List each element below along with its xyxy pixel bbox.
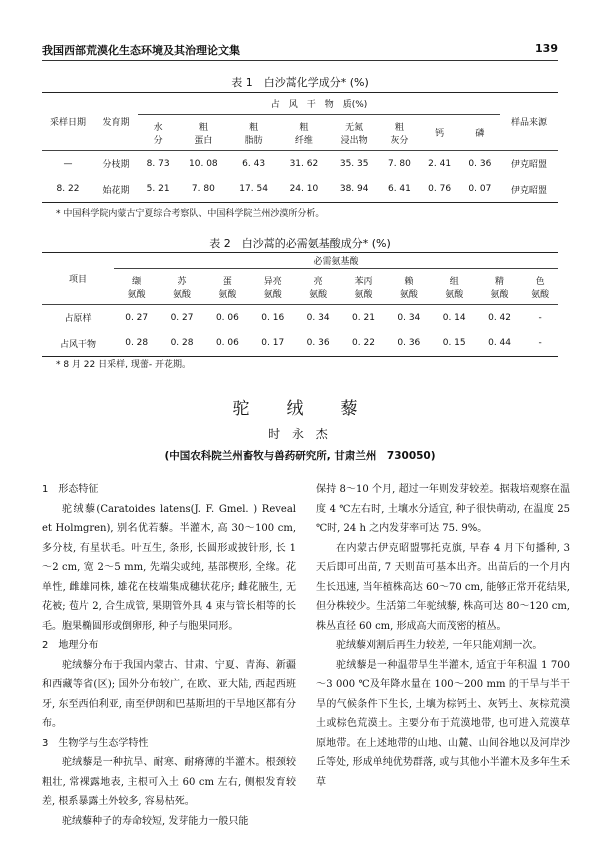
table2-header-item: 项目: [42, 253, 114, 305]
table1-footnote: * 中国科学院内蒙古宁夏综合考察队、中国科学院兰州沙漠所分析。: [56, 209, 325, 219]
table1-header-stage: 发育期: [94, 93, 138, 151]
table-cell: -: [538, 312, 542, 323]
table-cell: 0. 16: [261, 312, 285, 323]
table-row: [42, 151, 558, 177]
table-row: [42, 331, 558, 357]
table1: [42, 92, 558, 203]
table-cell: 0. 15: [442, 338, 466, 349]
table-cell: 0. 42: [488, 312, 511, 323]
table1-group-header: 占 风 干 物 质(%): [138, 93, 500, 115]
table-cell: 0. 27: [170, 312, 194, 323]
table1-col-header: 粗 纤维: [294, 122, 313, 146]
table-cell: 0. 28: [170, 338, 194, 349]
table2-col-header: 色 氨酸: [531, 276, 550, 300]
table-cell: 0. 27: [125, 312, 149, 323]
table-cell: 0. 44: [488, 338, 511, 349]
table-cell: 8. 73: [146, 158, 170, 169]
table-cell: 分枝期: [102, 160, 130, 171]
table1-col-header: 无氮 浸出物: [340, 122, 368, 146]
table-cell: 10. 08: [189, 158, 218, 169]
page-number: 139: [535, 42, 558, 55]
left-column: [42, 480, 296, 831]
table-cell: 0. 21: [352, 312, 375, 323]
table-cell: —: [63, 158, 73, 169]
table-cell: 24. 10: [289, 184, 319, 195]
table-row: [42, 305, 558, 331]
table-cell: 0. 36: [306, 338, 330, 349]
paragraph: 驼绒藜刈割后再生力较差, 一年只能刈割一次。: [336, 640, 543, 651]
table-cell: 占原样: [64, 314, 92, 325]
book-title: 我国西部荒漠化生态环境及其治理论文集: [42, 44, 240, 57]
table1-col-header: 粗 蛋白: [194, 122, 213, 146]
table-cell: 0. 34: [306, 312, 330, 323]
table2-col-header: 赖 氨酸: [399, 276, 418, 300]
table-cell: 0. 36: [397, 338, 421, 349]
running-header: [42, 42, 558, 61]
table2-col-header: 缬 氨酸: [127, 276, 146, 300]
table2-group-header: 必需氨基酸: [114, 253, 558, 269]
table2-col-header: 组 氨酸: [445, 276, 464, 300]
table1-col-header: 水 分: [153, 122, 163, 146]
table-cell: 31. 62: [289, 158, 319, 169]
table-cell: 0. 76: [428, 184, 452, 195]
table-cell: 0. 17: [261, 338, 285, 349]
section-heading: 2 地理分布: [42, 640, 99, 651]
paragraph: 驼绒藜(Caratoides latens(J. F. Gmel. ) Reveal et Holmgren), 别名优若藜。半灌木, 高 30～100 cm, 多分枝, 有星状毛。叶互生, 条形, 长圆形或披针形, 长 1～2 cm, 宽 2～5 mm, 先端尖或纯, 基部楔形, 全缘。花单性, 雌雄同株, 雄花在枝端集成穗状花序; 雌花腋生, 无花被; 苞片 2, 合生成管, 果期管外具 4 束与管长相等的长毛。胞果椭圆形或倒卵形, 种子与胞果同形。: [42, 503, 296, 632]
table-cell: 2. 41: [428, 158, 452, 169]
table-cell: 6. 43: [242, 158, 266, 169]
table-cell: 6. 41: [387, 184, 411, 195]
table-cell: 0. 34: [397, 312, 421, 323]
table1-header-source: 样品来源: [500, 93, 558, 151]
table2-caption: 表 2 白沙蒿的必需氨基酸成分* (%): [209, 237, 391, 250]
paragraph: 在内蒙古伊克昭盟鄂托克旗, 早春 4 月下旬播种, 3 天后即可出苗, 7 天则苗可基本出齐。出苗后的一个月内生长迅速, 当年植株高达 60～70 cm, 能够正常开花结果, 但分株较少。生活第二年驼绒藜, 株高可达 80～120 cm, 株丛直径 60 cm, 形成高大而茂密的植丛。: [316, 542, 570, 632]
table-cell: 0. 07: [468, 184, 492, 195]
right-column: [316, 480, 570, 792]
paragraph: 驼绒藜种子的寿命较短, 发芽能力一般只能: [62, 815, 249, 827]
section-heading: 1 形态特征: [42, 484, 99, 495]
table1-col-header: 粗 脂肪: [244, 122, 263, 146]
paragraph: 驼绒藜是一种温带旱生半灌木, 适宜于年积温 1 700～3 000 ℃及年降水量在 100～200 mm 的干旱与半干旱的气候条件下生长, 土壤为棕钙土、灰钙土、灰棕荒漠土或棕色荒漠土。主要分布于荒漠地带, 也可进入荒漠草原地带。在上述地带的山地、山麓、山间谷地以及河岸沙丘等处, 形成单纯优势群落, 或与其他小半灌木及多年生禾草: [316, 659, 570, 788]
table-cell: 38. 94: [339, 184, 369, 195]
table-cell: 7. 80: [387, 158, 411, 169]
table2-col-header: 苏 氨酸: [173, 276, 192, 300]
table2-footnote: * 8 月 22 日采样, 现蕾- 开花期。: [56, 360, 191, 370]
table-cell: 占风干物: [59, 339, 96, 350]
table2-col-header: 蛋 氨酸: [218, 276, 237, 300]
table2: [42, 252, 558, 357]
table-cell: 35. 35: [339, 158, 369, 169]
table2-col-header: 精 氨酸: [490, 276, 509, 300]
table-row: [42, 177, 558, 203]
table1-col-header: 磷: [475, 129, 485, 139]
table-cell: 8. 22: [56, 184, 80, 195]
table1-caption: 表 1 白沙蒿化学成分* (%): [231, 76, 369, 89]
table-cell: 17. 54: [239, 184, 268, 195]
article-affiliation: (中国农科院兰州畜牧与兽药研究所, 甘肃兰州 730050): [164, 450, 436, 462]
table2-col-header: 苯丙 氨酸: [354, 276, 373, 300]
table1-col-header: 钙: [435, 129, 445, 139]
paragraph: 保持 8～10 个月, 超过一年则发芽较差。据栽培观察在温度 4 ℃左右时, 土壤水分适宜, 种子很快萌动, 在温度 25 ℃时, 24 h 之内发芽率可达 75. 9%。: [316, 484, 570, 534]
article-title: 驼 绒 藜: [232, 399, 368, 419]
table-cell: 0. 06: [215, 312, 239, 323]
table-cell: 0. 06: [215, 338, 239, 349]
table-cell: 0. 22: [352, 338, 375, 349]
table-cell: 伊克昭盟: [510, 160, 547, 171]
paragraph: 驼绒藜是一种抗旱、耐寒、耐瘠薄的半灌木。根颈较粗壮, 常裸露地表, 主根可入土 60 cm 左右, 侧根发育较差, 根系暴露土外较多, 容易枯死。: [42, 757, 296, 807]
paragraph: 驼绒藜分布于我国内蒙古、甘肃、宁夏、青海、新疆和西藏等省(区); 国外分布较广, 在欧、亚大陆, 西起西班牙, 东至西伯利亚, 南至伊朗和巴基斯坦的干旱地区都有分布。: [42, 659, 296, 729]
table-cell: 5. 21: [146, 184, 170, 195]
table1-header-date: 采样日期: [42, 93, 94, 151]
table-cell: 7. 80: [191, 184, 215, 195]
section-heading: 3 生物学与生态学特性: [42, 737, 149, 749]
table-cell: 伊克昭盟: [510, 185, 547, 196]
article-author: 时 永 杰: [268, 427, 332, 441]
table2-col-header: 亮 氨酸: [309, 276, 328, 300]
table-cell: 0. 36: [468, 158, 492, 169]
table-cell: 0. 14: [442, 312, 466, 323]
table-cell: 0. 28: [125, 338, 149, 349]
table-cell: -: [538, 338, 542, 349]
table2-col-header: 异亮 氨酸: [263, 276, 282, 300]
table-cell: 始花期: [102, 185, 130, 196]
table1-col-header: 粗 灰分: [390, 122, 409, 146]
